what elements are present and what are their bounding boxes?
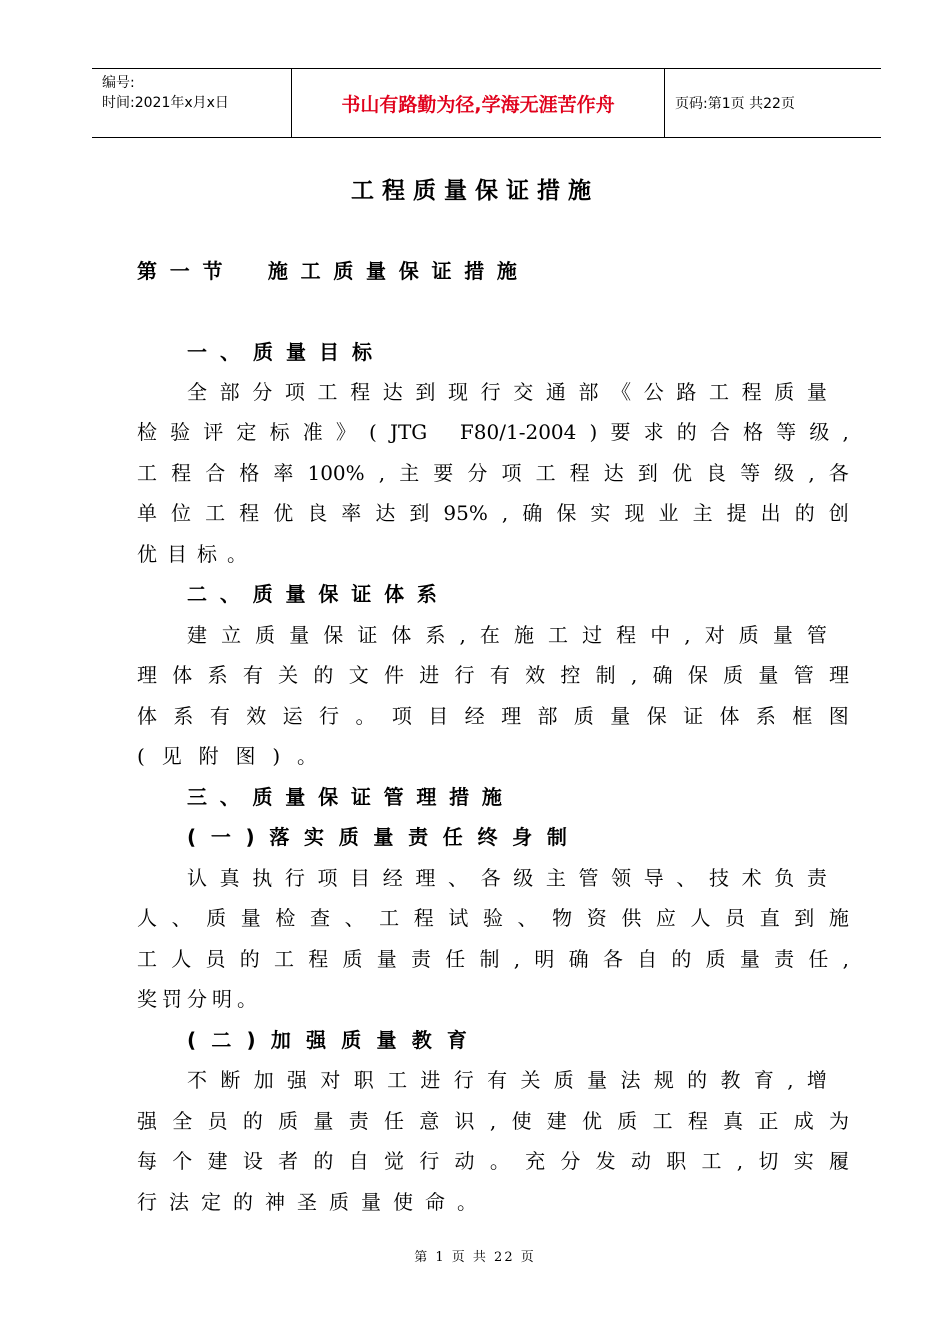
text-line-4: 工 程 合 格 率 100% , 主 要 分 项 工 程 达 到 优 良 等 级 , 各	[137, 461, 849, 485]
text-line-5: 单 位 工 程 优 良 率 达 到 95% , 确 保 实 现 业 主 提 出 的 创	[137, 501, 849, 525]
header-motto: 书山有路勤为径,学海无涯苦作舟	[292, 69, 665, 137]
text-line-10: 体 系 有 效 运 行 。 项 目 经 理 部 质 量 保 证 体 系 框 图	[137, 704, 849, 728]
document-title: 工程质量保证措施	[351, 178, 599, 204]
header-time-label: 时间:2021年x月x日	[102, 95, 229, 111]
text-line-3: 检 验 评 定 标 准 》 ( JTG F80/1-2004 ) 要 求 的 合 格 等 级 ,	[137, 420, 849, 444]
text-line-16: 工 人 员 的 工 程 质 量 责 任 制 , 明 确 各 自 的 质 量 责 任 ,	[137, 947, 849, 971]
text-line-9: 理 体 系 有 关 的 文 件 进 行 有 效 控 制 , 确 保 质 量 管 理	[137, 663, 849, 687]
text-line-13: ( 一 ) 落 实 质 量 责 任 终 身 制	[187, 825, 567, 849]
text-line-2: 全 部 分 项 工 程 达 到 现 行 交 通 部 《 公 路 工 程 质 量	[187, 380, 827, 404]
header-number-label: 编号:	[102, 75, 135, 91]
text-line-12: 三 、 质 量 保 证 管 理 措 施	[187, 785, 502, 809]
text-line-11: ( 见 附 图 ) 。	[137, 744, 317, 768]
page-footer: 第 1 页 共 22 页	[414, 1250, 536, 1265]
text-line-8: 建 立 质 量 保 证 体 系 , 在 施 工 过 程 中 , 对 质 量 管	[187, 623, 827, 647]
header-meta	[92, 69, 292, 137]
text-line-15: 人 、 质 量 检 查 、 工 程 试 验 、 物 资 供 应 人 员 直 到 施	[137, 906, 849, 930]
text-line-1: 一 、 质 量 目 标	[187, 340, 372, 364]
text-line-6: 优 目 标 。	[137, 542, 247, 566]
text-line-0: 第 一 节 施 工 质 量 保 证 措 施	[137, 259, 517, 283]
text-line-20: 强 全 员 的 质 量 责 任 意 识 , 使 建 优 质 工 程 真 正 成 为	[137, 1109, 849, 1133]
text-line-22: 行 法 定 的 神 圣 质 量 使 命 。	[137, 1190, 477, 1214]
text-line-7: 二 、 质 量 保 证 体 系	[187, 582, 437, 606]
text-line-19: 不 断 加 强 对 职 工 进 行 有 关 质 量 法 规 的 教 育 , 增	[187, 1068, 827, 1092]
text-line-21: 每 个 建 设 者 的 自 觉 行 动 。 充 分 发 动 职 工 , 切 实 履	[137, 1149, 849, 1173]
page-header	[92, 68, 881, 138]
text-line-18: ( 二 ) 加 强 质 量 教 育	[187, 1028, 467, 1052]
text-line-14: 认 真 执 行 项 目 经 理 、 各 级 主 管 领 导 、 技 术 负 责	[187, 866, 827, 890]
text-line-17: 奖 罚 分 明 。	[137, 987, 257, 1011]
header-page-info: 页码:第1页 共22页	[675, 96, 795, 112]
